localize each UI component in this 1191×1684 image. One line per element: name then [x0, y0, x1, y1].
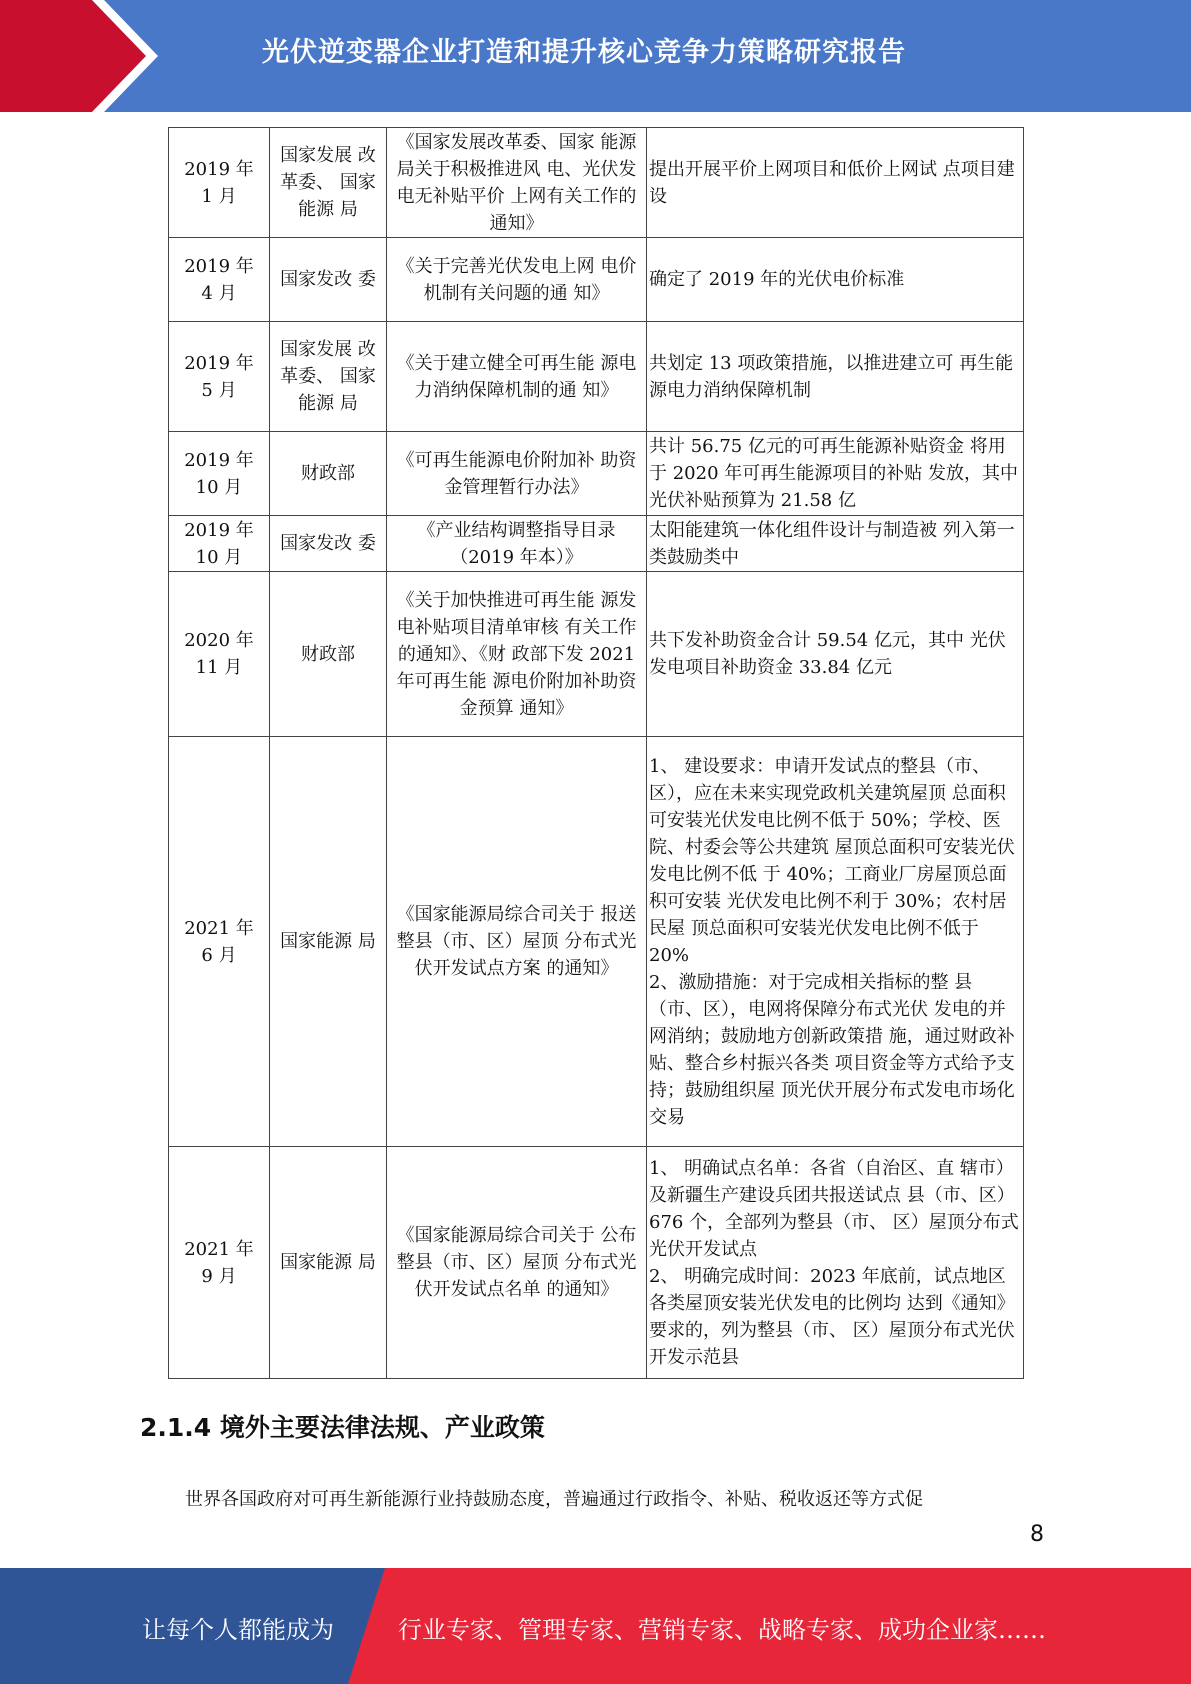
cell-date: 2021 年 6 月: [169, 737, 270, 1147]
cell-document: 《国家发展改革委、国家 能源局关于积极推进风 电、光伏发电无补贴平价 上网有关工作的通知》: [387, 128, 647, 238]
cell-document: 《国家能源局综合司关于 报送整县（市、区）屋顶 分布式光伏开发试点方案 的通知》: [387, 737, 647, 1147]
policy-table: [168, 127, 1024, 1379]
page-footer: [0, 1568, 1191, 1684]
cell-content: 1、 明确试点名单：各省（自治区、直 辖市）及新疆生产建设兵团共报送试点 县（市、区） 676 个，全部列为整县（市、 区）屋顶分布式光伏开发试点 2、 明确完成时间：2023 年底前，试点地区各类屋顶安装光伏发电的比例均 达到《通知》要求的，列为整县（市、 区）屋顶分布式光伏开发示范县: [647, 1147, 1024, 1379]
cell-department: 国家能源 局: [270, 1147, 387, 1379]
cell-date: 2019 年 1 月: [169, 128, 270, 238]
table-row: [169, 432, 1024, 516]
cell-document: 《关于建立健全可再生能 源电力消纳保障机制的通 知》: [387, 322, 647, 432]
cell-date: 2019 年 4 月: [169, 238, 270, 322]
table-row: [169, 516, 1024, 572]
cell-department: 国家能源 局: [270, 737, 387, 1147]
footer-slogan-right: 行业专家、管理专家、营销专家、战略专家、成功企业家……: [398, 1616, 1046, 1644]
header-title: 光伏逆变器企业打造和提升核心竞争力策略研究报告: [262, 37, 906, 68]
cell-date: 2019 年 10 月: [169, 432, 270, 516]
section-paragraph: 世界各国政府对可再生新能源行业持鼓励态度，普遍通过行政指令、补贴、税收返还等方式促: [185, 1489, 923, 1510]
header-arrow-shape: [0, 0, 160, 112]
policy-table-body: [169, 128, 1024, 1379]
cell-document: 《关于完善光伏发电上网 电价机制有关问题的通 知》: [387, 238, 647, 322]
cell-content: 共下发补助资金合计 59.54 亿元，其中 光伏发电项目补助资金 33.84 亿元: [647, 572, 1024, 737]
page-number: 8: [1030, 1522, 1044, 1547]
cell-content: 提出开展平价上网项目和低价上网试 点项目建设: [647, 128, 1024, 238]
cell-document: 《可再生能源电价附加补 助资金管理暂行办法》: [387, 432, 647, 516]
cell-document: 《国家能源局综合司关于 公布整县（市、区）屋顶 分布式光伏开发试点名单 的通知》: [387, 1147, 647, 1379]
page-header: [0, 0, 1191, 112]
cell-content: 共划定 13 项政策措施，以推进建立可 再生能源电力消纳保障机制: [647, 322, 1024, 432]
table-row: [169, 1147, 1024, 1379]
table-row: [169, 128, 1024, 238]
table-row: [169, 322, 1024, 432]
cell-department: 国家发改 委: [270, 516, 387, 572]
cell-department: 国家发展 改革委、 国家能源 局: [270, 128, 387, 238]
cell-document: 《产业结构调整指导目录 （2019 年本）》: [387, 516, 647, 572]
cell-date: 2019 年 10 月: [169, 516, 270, 572]
cell-content: 1、 建设要求：申请开发试点的整县（市、 区），应在未来实现党政机关建筑屋顶 总面积可安装光伏发电比例不低于 50%；学校、医院、村委会等公共建筑 屋顶总面积可安装光伏发电比例不低 于 40%；工商业厂房屋顶总面积可安装 光伏发电比例不利于 30%；农村居民屋 顶总面积可安装光伏发电比例不低于 20% 2、激励措施：对于完成相关指标的整 县（市、区），电网将保障分布式光伏 发电的并网消纳；鼓励地方创新政策措 施，通过财政补贴、整合乡村振兴各类 项目资金等方式给予支持；鼓励组织屋 顶光伏开展分布式发电市场化交易: [647, 737, 1024, 1147]
cell-content: 共计 56.75 亿元的可再生能源补贴资金 将用于 2020 年可再生能源项目的补贴 发放，其中光伏补贴预算为 21.58 亿: [647, 432, 1024, 516]
cell-date: 2020 年 11 月: [169, 572, 270, 737]
cell-date: 2019 年 5 月: [169, 322, 270, 432]
cell-department: 财政部: [270, 432, 387, 516]
section-heading: 2.1.4 境外主要法律法规、产业政策: [140, 1413, 545, 1442]
cell-department: 国家发展 改革委、 国家能源 局: [270, 322, 387, 432]
cell-document: 《关于加快推进可再生能 源发电补贴项目清单审核 有关工作的通知》、《财 政部下发 2021 年可再生能 源电价附加补助资金预算 通知》: [387, 572, 647, 737]
cell-department: 国家发改 委: [270, 238, 387, 322]
table-row: [169, 238, 1024, 322]
cell-content: 太阳能建筑一体化组件设计与制造被 列入第一类鼓励类中: [647, 516, 1024, 572]
cell-department: 财政部: [270, 572, 387, 737]
cell-date: 2021 年 9 月: [169, 1147, 270, 1379]
table-row: [169, 737, 1024, 1147]
table-row: [169, 572, 1024, 737]
cell-content: 确定了 2019 年的光伏电价标准: [647, 238, 1024, 322]
footer-slogan-left: 让每个人都能成为: [142, 1616, 334, 1644]
